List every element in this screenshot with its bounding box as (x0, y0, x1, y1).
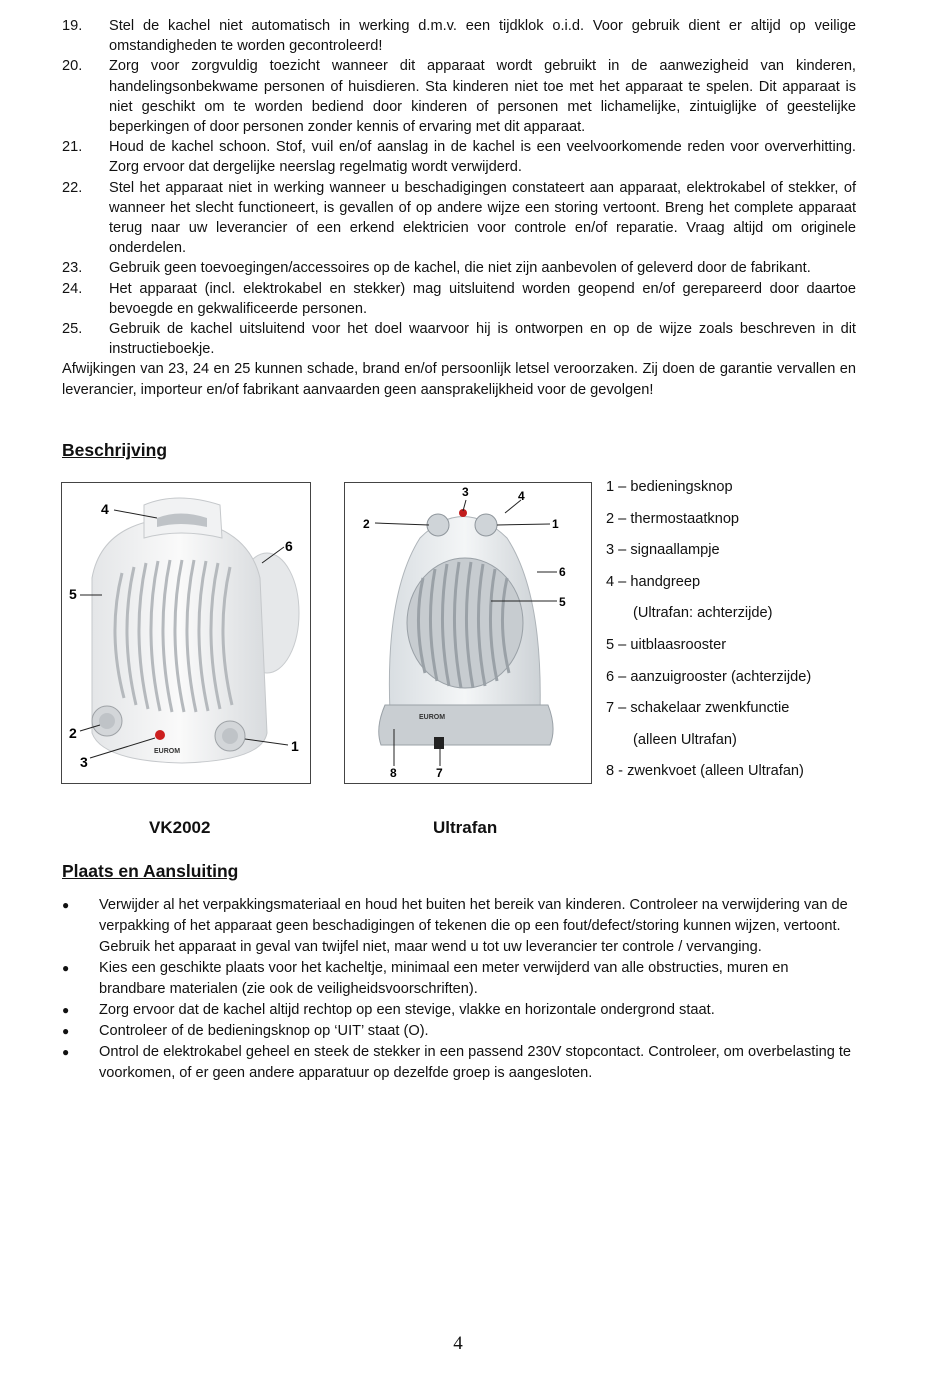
list-item (62, 178, 856, 259)
list-item (62, 258, 856, 278)
figure-ultrafan (344, 482, 592, 784)
legend-item: 3 – signaallampje (606, 542, 720, 559)
callout-label: 5 (559, 595, 566, 609)
placement-list (62, 895, 852, 1084)
item-text: Houd de kachel schoon. Stof, vuil en/of aanslag in de kachel is een veelvoorkomende reden voor oververhitting. Zorg ervoor dat dergelijke neerslag regelmatig wordt verwijderd. (109, 139, 856, 176)
item-number: 25. (62, 321, 83, 338)
callout-label: 5 (69, 586, 77, 602)
bullet-icon: ● (62, 961, 70, 975)
safety-list (62, 16, 856, 359)
legend-item: 7 – schakelaar zwenkfunctie (606, 700, 790, 717)
list-item (62, 16, 856, 56)
legend-item: 4 – handgreep (606, 573, 701, 590)
legend-item: 1 – bedieningsknop (606, 479, 733, 495)
legend-item-note: (alleen Ultrafan) (633, 731, 737, 748)
callout-label: 2 (363, 517, 370, 531)
item-text: Het apparaat (incl. elektrokabel en stekker) mag uitsluitend worden geopend en/of gerepareerd door daartoe bevoegde en gekwalificeerde personen. (109, 280, 856, 317)
heater-vk2002-illustration (62, 483, 310, 783)
item-text: Ontrol de elektrokabel geheel en steek de stekker in een passend 230V stopcontact. Controleer, om overbelasting te voorkomen, of er geen andere apparatuur op dezelfde groep is aangesloten. (99, 1044, 852, 1081)
item-text: Gebruik de kachel uitsluitend voor het doel waarvoor hij is ontworpen en op de wijze zoals beschreven in dit instructieboekje. (109, 321, 856, 358)
bullet-icon: ● (62, 1024, 70, 1038)
parts-legend (606, 472, 811, 788)
bullet-icon: ● (62, 1003, 70, 1017)
callout-label: 4 (518, 489, 525, 503)
callout-label: 8 (390, 766, 397, 780)
item-text: Stel de kachel niet automatisch in werking d.m.v. een tijdklok o.i.d. Voor gebruik dient er altijd op veilige omstandigheden te worden gecontroleerd! (109, 18, 856, 55)
item-text: Verwijder al het verpakkingsmateriaal en houd het buiten het bereik van kinderen. Controleer na verwijdering van de verpakking of het apparaat geen beschadigingen of tekenen die op een fout/defect/storing kunnen wijzen, vertoont. Gebruik het apparaat in geval van twijfel niet, maar wend u tot uw leverancier ter controle / vervanging. (99, 897, 848, 955)
item-number: 20. (62, 58, 83, 75)
list-item (62, 279, 856, 319)
legend-item-note: (Ultrafan: achterzijde) (633, 605, 773, 622)
bullet-icon: ● (62, 898, 70, 912)
callout-label: 3 (80, 754, 88, 770)
section-heading-placement: Plaats en Aansluiting (62, 861, 239, 881)
list-item (62, 895, 852, 958)
caption-vk2002: VK2002 (149, 818, 211, 837)
item-number: 22. (62, 179, 83, 196)
item-text: Zorg ervoor dat de kachel altijd rechtop op een stevige, vlakke en horizontale ondergrond staat. (99, 1002, 715, 1018)
list-item (62, 56, 856, 137)
item-text: Controleer of de bedieningsknop op ‘UIT’ staat (O). (99, 1023, 429, 1039)
list-item (62, 319, 856, 359)
figure-vk2002 (61, 482, 311, 784)
item-number: 24. (62, 280, 83, 297)
legend-item: 8 - zwenkvoet (alleen Ultrafan) (606, 763, 804, 780)
callout-label: 6 (285, 538, 293, 554)
bullet-icon: ● (62, 1045, 70, 1059)
item-text: Kies een geschikte plaats voor het kacheltje, minimaal een meter verwijderd van alle obstructies, muren en brandbare materialen (zie ook de veiligheidsvoorschriften). (99, 960, 789, 997)
item-number: 21. (62, 139, 83, 156)
list-item (62, 137, 856, 177)
item-number: 23. (62, 260, 83, 277)
item-text: Stel het apparaat niet in werking wanneer u beschadigingen constateert aan apparaat, elektrokabel of stekker, of wanneer het slecht functioneert, is gevallen of op andere wijze een storing vertoont. Breng het complete apparaat terug naar uw leverancier of een erkend elektricien voor controle en/of reparatie. Vraag altijd om originele onderdelen. (109, 179, 856, 257)
heater-ultrafan-illustration (345, 483, 591, 783)
legend-item: 2 – thermostaatknop (606, 510, 740, 527)
safety-section (62, 16, 856, 400)
callout-label: 1 (291, 738, 299, 754)
callout-label: 2 (69, 725, 77, 741)
list-item (62, 1000, 852, 1021)
legend-item: 5 – uitblaasrooster (606, 636, 727, 653)
item-text: Gebruik geen toevoegingen/accessoires op de kachel, die niet zijn aanbevolen of geleverd door de fabrikant. (109, 260, 811, 277)
callout-label: 7 (436, 766, 443, 780)
legend-item: 6 – aanzuigrooster (achterzijde) (606, 668, 812, 685)
callout-label: 6 (559, 565, 566, 579)
brand-logo-right: EUROM (419, 714, 446, 721)
list-item (62, 1021, 852, 1042)
item-number: 19. (62, 18, 83, 34)
warning-paragraph: Afwijkingen van 23, 24 en 25 kunnen schade, brand en/of persoonlijk letsel veroorzaken. Zij doen de garantie vervallen en leverancier, importeur en/of fabrikant aanvaarden geen aansprakelijkheid voor de gevolgen! (62, 361, 856, 398)
page-number: 4 (453, 1333, 463, 1354)
callout-label: 1 (552, 517, 559, 531)
brand-logo-left: EUROM (154, 748, 181, 755)
callout-label: 4 (101, 501, 109, 517)
item-text: Zorg voor zorgvuldig toezicht wanneer dit apparaat wordt gebruikt in de aanwezigheid van kinderen, handelingsonbekwame personen of huisdieren. Sta kinderen niet toe met het apparaat te spelen. Dit apparaat is niet geschikt om te worden bediend door kinderen of personen met lichamelijke, zintuiglijke of geestelijke beperkingen of door personen zonder kennis of ervaring met dit apparaat. (109, 58, 856, 136)
section-heading-description: Beschrijving (62, 440, 168, 460)
list-item (62, 1042, 852, 1084)
caption-ultrafan: Ultrafan (433, 818, 498, 837)
callout-label: 3 (462, 485, 469, 499)
list-item (62, 958, 852, 1000)
